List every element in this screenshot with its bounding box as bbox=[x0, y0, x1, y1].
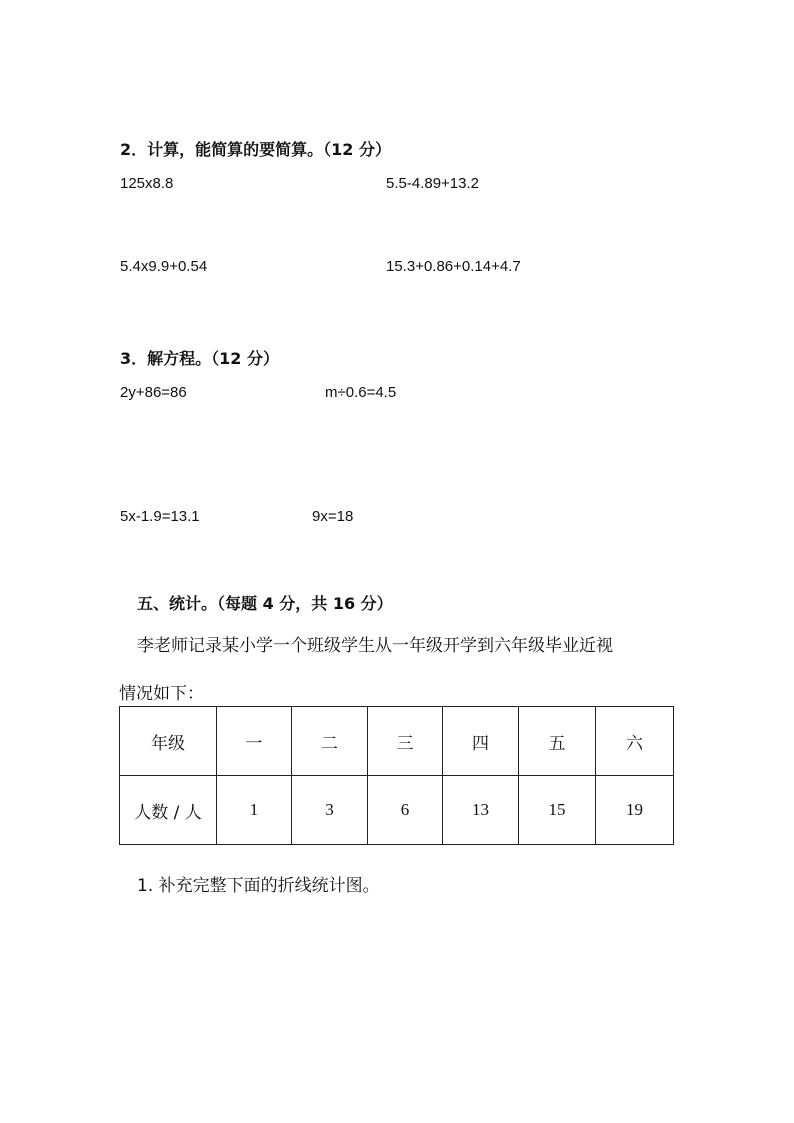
count-cell: 19 bbox=[596, 776, 674, 845]
count-cell: 1 bbox=[217, 776, 292, 845]
grade-cell: 五 bbox=[519, 707, 596, 776]
equation-m-div-0.6=4.5: m÷0.6=4.5 bbox=[325, 384, 397, 401]
count-cell: 15 bbox=[519, 776, 596, 845]
section3-heading: 3．解方程。（12 分） bbox=[120, 349, 279, 368]
count-header-cell: 人数 / 人 bbox=[120, 776, 217, 845]
grade-cell: 四 bbox=[443, 707, 519, 776]
problem-5.5-4.89+13.2: 5.5-4.89+13.2 bbox=[386, 175, 479, 192]
grade-cell: 一 bbox=[217, 707, 292, 776]
intro-line-1: 李老师记录某小学一个班级学生从一年级开学到六年级毕业近视 bbox=[137, 636, 613, 656]
count-cell: 13 bbox=[443, 776, 519, 845]
problem-125x8.8: 125x8.8 bbox=[120, 175, 174, 192]
grade-cell: 三 bbox=[368, 707, 443, 776]
problem-5.4x9.9+0.54: 5.4x9.9+0.54 bbox=[120, 258, 208, 275]
count-cell: 3 bbox=[292, 776, 368, 845]
equation-9x=18: 9x=18 bbox=[312, 508, 354, 525]
question-1: 1. 补充完整下面的折线统计图。 bbox=[137, 876, 380, 896]
grade-cell: 二 bbox=[292, 707, 368, 776]
section2-heading: 2．计算，能简算的要简算。（12 分） bbox=[120, 140, 391, 159]
intro-line-2: 情况如下： bbox=[119, 684, 204, 704]
myopia-statistics-table bbox=[119, 706, 674, 845]
problem-15.3+0.86+0.14+4.7: 15.3+0.86+0.14+4.7 bbox=[386, 258, 521, 275]
equation-2y+86=86: 2y+86=86 bbox=[120, 384, 187, 401]
section5-heading: 五、统计。（每题 4 分，共 16 分） bbox=[137, 594, 393, 613]
table-row-grades bbox=[120, 707, 674, 776]
count-cell: 6 bbox=[368, 776, 443, 845]
grade-cell: 六 bbox=[596, 707, 674, 776]
equation-5x-1.9=13.1: 5x-1.9=13.1 bbox=[120, 508, 200, 525]
grade-header-cell: 年级 bbox=[120, 707, 217, 776]
table-row-counts bbox=[120, 776, 674, 845]
